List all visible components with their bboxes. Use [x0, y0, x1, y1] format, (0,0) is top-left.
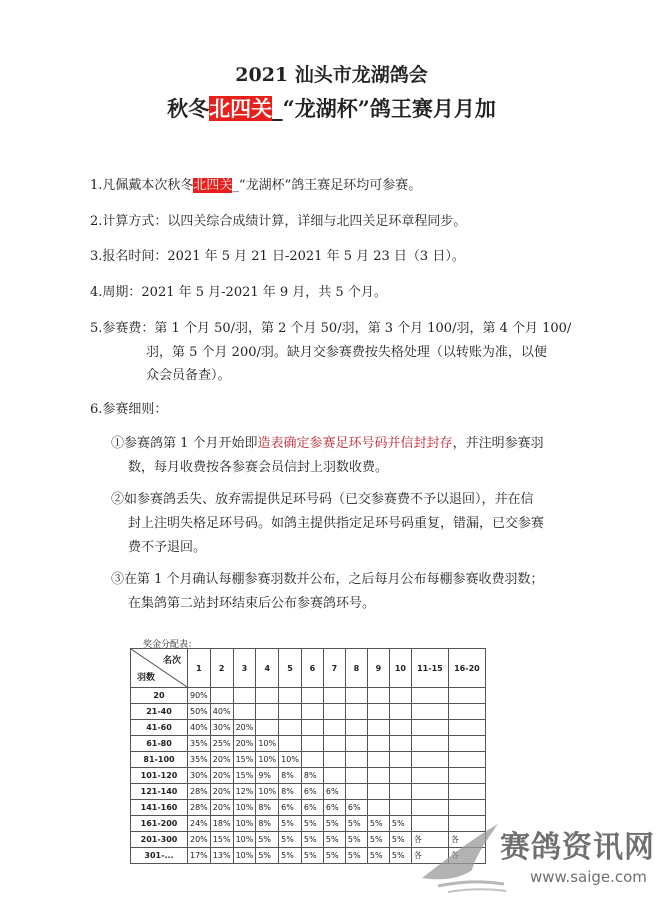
table-cell: [367, 704, 389, 720]
table-cell: 5%: [256, 848, 279, 864]
table-cell: [448, 688, 485, 704]
table-row: [131, 704, 486, 720]
table-cell: [411, 704, 448, 720]
item-1-highlight: 北四关: [193, 178, 233, 193]
column-header: 1: [188, 649, 211, 688]
table-cell: 10%: [233, 816, 256, 832]
table-cell: [389, 736, 411, 752]
table-cell: 10%: [279, 752, 302, 768]
table-cell: 5%: [345, 832, 367, 848]
table-cell: 8%: [279, 768, 302, 784]
table-cell: [323, 736, 345, 752]
table-cell: [389, 800, 411, 816]
table-cell: 5%: [323, 832, 345, 848]
table-cell: [301, 704, 323, 720]
table-cell: [210, 688, 233, 704]
table-cell: 各: [448, 832, 485, 848]
rule-1-suffix: ，并注明参赛羽: [452, 436, 544, 451]
rule-3-line-1: ③在第 1 个月确认每棚参赛羽数并公布，之后每月公布每棚参赛收费羽数；: [111, 572, 544, 587]
table-cell: 15%: [233, 768, 256, 784]
table-cell: 20%: [210, 800, 233, 816]
table-cell: 10%: [256, 736, 279, 752]
table-cell: 5%: [279, 848, 302, 864]
table-cell: 13%: [210, 848, 233, 864]
table-cell: 5%: [389, 832, 411, 848]
table-cell: 5%: [301, 832, 323, 848]
table-cell: [448, 784, 485, 800]
table-cell: 各: [411, 832, 448, 848]
table-cell: [345, 768, 367, 784]
table-row: [131, 800, 486, 816]
table-cell: [389, 704, 411, 720]
item-5-line-2: 羽，第 5 个月 200/羽。缺月交参赛费按失格处理（以转账为准，以便: [146, 345, 547, 360]
table-cell: [411, 720, 448, 736]
table-cell: [367, 752, 389, 768]
table-cell: 5%: [389, 848, 411, 864]
table-cell: 5%: [345, 848, 367, 864]
rule-2-line-3: 费不予退回。: [128, 540, 207, 555]
table-cell: [367, 720, 389, 736]
row-label: 161-200: [131, 816, 188, 832]
table-cell: [279, 704, 302, 720]
row-label: 21-40: [131, 704, 188, 720]
row-label: 41-60: [131, 720, 188, 736]
table-cell: [323, 720, 345, 736]
table-caption: 奖金分配表：: [143, 640, 198, 650]
table-cell: 10%: [256, 752, 279, 768]
table-cell: 5%: [345, 816, 367, 832]
row-label: 141-160: [131, 800, 188, 816]
table-cell: [411, 768, 448, 784]
table-cell: [323, 752, 345, 768]
table-cell: [448, 720, 485, 736]
table-cell: 20%: [188, 832, 211, 848]
table-cell: 35%: [188, 752, 211, 768]
row-label: 20: [131, 688, 188, 704]
item-5-line-3: 众会员备查）。: [146, 368, 231, 383]
table-cell: 15%: [233, 752, 256, 768]
table-cell: [345, 736, 367, 752]
table-cell: [279, 688, 302, 704]
subtitle-prefix: 秋冬: [167, 96, 210, 121]
table-cell: 8%: [256, 800, 279, 816]
column-header: 11-15: [411, 649, 448, 688]
table-cell: 20%: [233, 736, 256, 752]
column-header: 8: [345, 649, 367, 688]
table-cell: [233, 688, 256, 704]
table-cell: 5%: [301, 848, 323, 864]
table-cell: [367, 800, 389, 816]
table-cell: 8%: [279, 784, 302, 800]
row-label: 61-80: [131, 736, 188, 752]
column-header: 5: [279, 649, 302, 688]
row-label: 81-100: [131, 752, 188, 768]
table-cell: 28%: [188, 800, 211, 816]
table-cell: 50%: [188, 704, 211, 720]
table-cell: [323, 688, 345, 704]
table-cell: 5%: [256, 832, 279, 848]
table-cell: [411, 784, 448, 800]
column-header: 4: [256, 649, 279, 688]
table-cell: 各: [411, 848, 448, 864]
table-cell: [301, 688, 323, 704]
table-cell: 25%: [210, 736, 233, 752]
corner-rank-label: 名次: [162, 656, 181, 666]
table-cell: [389, 768, 411, 784]
item-4: 4.周期：2021 年 5 月-2021 年 9 月，共 5 个月。: [90, 285, 387, 300]
table-cell: [345, 720, 367, 736]
item-2: 2.计算方式：以四关综合成绩计算，详细与北四关足环章程同步。: [90, 214, 467, 229]
table-cell: [279, 736, 302, 752]
table-cell: 6%: [301, 800, 323, 816]
table-cell: [345, 688, 367, 704]
row-label: 201-300: [131, 832, 188, 848]
row-label: 121-140: [131, 784, 188, 800]
table-cell: 9%: [256, 768, 279, 784]
rule-1-prefix: ①参赛鸽第 1 个月开始即: [111, 436, 258, 451]
table-cell: 35%: [188, 736, 211, 752]
table-cell: 20%: [210, 784, 233, 800]
table-cell: 10%: [233, 800, 256, 816]
table-cell: [448, 704, 485, 720]
table-cell: [367, 736, 389, 752]
table-cell: 6%: [279, 800, 302, 816]
table-cell: 10%: [233, 832, 256, 848]
table-cell: 5%: [279, 832, 302, 848]
rule-3-line-2: 在集鸽第二站封环结束后公布参赛鸽环号。: [128, 596, 376, 611]
table-cell: [411, 688, 448, 704]
table-cell: 30%: [188, 768, 211, 784]
table-cell: [345, 704, 367, 720]
table-cell: [389, 784, 411, 800]
table-cell: [389, 688, 411, 704]
table-cell: 40%: [210, 704, 233, 720]
table-cell: [411, 800, 448, 816]
table-cell: 40%: [188, 720, 211, 736]
subtitle-suffix: _“龙湖杯”鸽王赛月月加: [272, 96, 496, 121]
table-cell: [367, 784, 389, 800]
table-cell: [256, 704, 279, 720]
table-cell: [411, 752, 448, 768]
table-cell: [367, 688, 389, 704]
column-header: 16-20: [448, 649, 485, 688]
column-header: 10: [389, 649, 411, 688]
bird-logo-icon: [418, 818, 508, 896]
table-header-row: [131, 649, 486, 688]
table-cell: 10%: [233, 848, 256, 864]
table-cell: 8%: [256, 816, 279, 832]
watermark-text: 赛鸽资讯网: [500, 830, 655, 865]
table-cell: 5%: [367, 848, 389, 864]
table-cell: 12%: [233, 784, 256, 800]
table-cell: 5%: [367, 832, 389, 848]
item-5-line-1: 5.参赛费：第 1 个月 50/羽，第 2 个月 50/羽，第 3 个月 100/羽，第 4 个月 100/: [90, 321, 572, 336]
item-6: 6.参赛细则：: [90, 402, 168, 417]
table-cell: 18%: [210, 816, 233, 832]
table-row: [131, 784, 486, 800]
table-row: [131, 688, 486, 704]
column-header: 7: [323, 649, 345, 688]
document-subtitle: [0, 93, 663, 123]
table-cell: 90%: [188, 688, 211, 704]
table-cell: 5%: [323, 816, 345, 832]
table-cell: [448, 800, 485, 816]
table-cell: [389, 752, 411, 768]
rule-1-line-1: [111, 432, 544, 456]
table-cell: 17%: [188, 848, 211, 864]
watermark: [418, 818, 658, 896]
rule-2-line-2: 封上注明失格足环号码。如鸽主提供指定足环号码重复，错漏，已交参赛: [128, 516, 545, 531]
table-cell: [345, 752, 367, 768]
table-row: [131, 752, 486, 768]
subtitle-highlight: 北四关: [209, 96, 273, 121]
table-cell: 24%: [188, 816, 211, 832]
document-title: 2021 汕头市龙湖鸽会: [235, 64, 428, 86]
table-cell: 20%: [210, 752, 233, 768]
row-label: 101-120: [131, 768, 188, 784]
table-cell: 6%: [323, 800, 345, 816]
column-header: 9: [367, 649, 389, 688]
table-cell: [256, 688, 279, 704]
table-cell: [301, 736, 323, 752]
column-header: 6: [301, 649, 323, 688]
table-cell: 5%: [323, 848, 345, 864]
table-cell: [279, 720, 302, 736]
table-cell: 5%: [279, 816, 302, 832]
table-cell: [448, 736, 485, 752]
watermark-url: www.saige.com: [530, 868, 647, 886]
table-cell: 15%: [210, 832, 233, 848]
table-row: [131, 768, 486, 784]
table-cell: [256, 720, 279, 736]
table-cell: [367, 768, 389, 784]
table-cell: 28%: [188, 784, 211, 800]
table-cell: 20%: [210, 768, 233, 784]
table-cell: [323, 704, 345, 720]
table-row: [131, 736, 486, 752]
item-1-suffix: _“龙湖杯”鸽王赛足环均可参赛。: [232, 178, 422, 193]
table-cell: [389, 720, 411, 736]
rule-1-line-2: 数，每月收费按各参赛会员信封上羽数收费。: [128, 460, 389, 475]
table-cell: 6%: [323, 784, 345, 800]
table-cell: [345, 784, 367, 800]
table-cell: [448, 752, 485, 768]
table-cell: 30%: [210, 720, 233, 736]
table-cell: 8%: [301, 768, 323, 784]
column-header: 3: [233, 649, 256, 688]
column-header: 2: [210, 649, 233, 688]
table-cell: 5%: [367, 816, 389, 832]
table-cell: 6%: [345, 800, 367, 816]
table-cell: [301, 752, 323, 768]
item-1: [90, 174, 421, 198]
table-cell: 5%: [301, 816, 323, 832]
corner-count-label: 羽数: [137, 673, 156, 683]
table-cell: [323, 768, 345, 784]
table-cell: [233, 704, 256, 720]
table-cell: 6%: [301, 784, 323, 800]
table-row: [131, 720, 486, 736]
table-cell: [301, 720, 323, 736]
rule-2-line-1: ②如参赛鸽丢失、放弃需提供足环号码（已交参赛费不予以退回），并在信: [111, 492, 534, 507]
rule-1-red-text: 造表确定参赛足环号码并信封封存: [257, 436, 453, 451]
table-cell: 10%: [256, 784, 279, 800]
table-cell: [411, 736, 448, 752]
item-1-prefix: 1.凡佩戴本次秋冬: [90, 178, 194, 193]
item-3: 3.报名时间：2021 年 5 月 21 日-2021 年 5 月 23 日（3 日）。: [90, 249, 465, 264]
table-cell: 5%: [389, 816, 411, 832]
table-corner-cell: [131, 649, 188, 688]
table-cell: [448, 768, 485, 784]
table-cell: 20%: [233, 720, 256, 736]
row-label: 301-...: [131, 848, 188, 864]
